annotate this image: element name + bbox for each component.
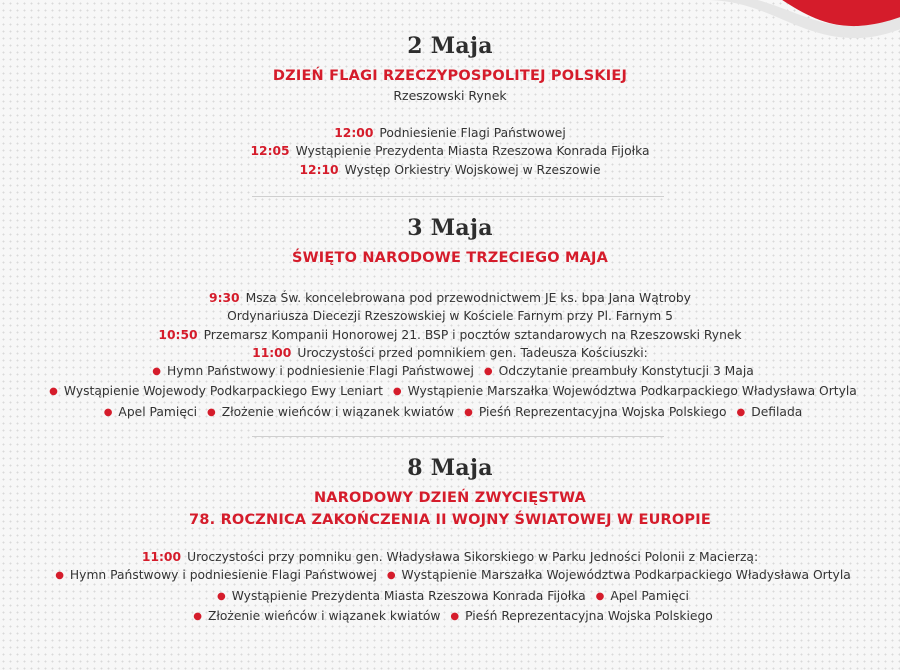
schedule-line — [0, 344, 900, 362]
section-may-2 — [0, 33, 900, 179]
bullet-item: Wystąpienie Prezydenta Miasta Rzeszowa Konrada Fijołka — [231, 588, 586, 603]
bullet-icon: ● — [152, 366, 161, 378]
bullet-line — [0, 587, 900, 607]
bullet-icon: ● — [392, 386, 402, 398]
time: 10:50 — [158, 327, 198, 342]
bullet-item: Defilada — [751, 404, 803, 419]
date-heading: 3 Maja — [407, 215, 493, 241]
section-may-3 — [0, 215, 900, 423]
event-title: NARODOWY DZIEŃ ZWYCIĘSTWA — [313, 490, 587, 506]
schedule-text: Wystąpienie Prezydenta Miasta Rzeszowa Konrada Fijołka — [295, 144, 650, 159]
bullet-icon: ● — [103, 406, 113, 418]
divider — [252, 196, 664, 197]
schedule-text: Msza Św. koncelebrowana pod przewodnictwem JE ks. bpa Jana Wątroby — [245, 291, 691, 305]
time: 9:30 — [209, 291, 240, 305]
venue: Rzeszowski Rynek — [393, 88, 507, 103]
bullet-icon: ● — [207, 406, 216, 418]
bullet-icon: ● — [49, 386, 58, 398]
schedule-text: Uroczystości przed pomnikiem gen. Tadeusza Kościuszki: — [297, 345, 648, 360]
schedule-line — [0, 307, 900, 325]
bullet-item: Wystąpienie Wojewody Podkarpackiego Ewy Leniart — [63, 384, 383, 399]
bullet-item: Złożenie wieńców i wiązanek kwiatów — [207, 608, 441, 623]
bullet-line — [0, 362, 900, 382]
section-may-8 — [0, 455, 900, 627]
time: 12:00 — [334, 126, 374, 140]
bullet-icon: ● — [386, 570, 396, 582]
bullet-item: Apel Pamięci — [118, 404, 198, 419]
schedule-line — [0, 142, 900, 160]
time: 12:05 — [250, 144, 290, 159]
event-subtitle: 78. ROCZNICA ZAKOŃCZENIA II WOJNY ŚWIATOWEJ W EUROPIE — [189, 512, 711, 528]
schedule-text: Uroczystości przy pomniku gen. Władysława Sikorskiego w Parku Jedności Polonii z Macierzą: — [187, 550, 759, 564]
bullet-item: Wystąpienie Marszałka Województwa Podkarpackiego Władysława Ortyla — [401, 568, 851, 583]
bullet-line — [0, 607, 900, 627]
schedule-text: Ordynariusza Diecezji Rzeszowskiej w Kościele Farnym przy Pl. Farnym 5 — [227, 309, 673, 324]
time: 11:00 — [141, 550, 182, 564]
bullet-icon: ● — [483, 366, 493, 378]
time: 12:10 — [299, 162, 339, 177]
schedule-text: Podniesienie Flagi Państwowej — [379, 126, 566, 140]
bullet-icon: ● — [193, 610, 202, 622]
bullet-item: Złożenie wieńców i wiązanek kwiatów — [221, 404, 455, 419]
bullet-item: Hymn Państwowy i podniesienie Flagi Państwowej — [69, 568, 377, 583]
bullet-item: Odczytanie preambuły Konstytucji 3 Maja — [498, 364, 754, 379]
bullet-item: Pieśń Reprezentacyjna Wojska Polskiego — [478, 404, 727, 419]
event-title: DZIEŃ FLAGI RZECZYPOSPOLITEJ POLSKIEJ — [272, 68, 628, 84]
bullet-item: Wystąpienie Marszałka Województwa Podkarpackiego Władysława Ortyla — [407, 384, 857, 399]
schedule-line — [0, 326, 900, 344]
schedule-line — [0, 548, 900, 566]
bullet-item: Pieśń Reprezentacyjna Wojska Polskiego — [465, 608, 713, 623]
event-title: ŚWIĘTO NARODOWE TRZECIEGO MAJA — [291, 250, 609, 266]
bullet-icon: ● — [464, 406, 473, 418]
schedule-line — [0, 161, 900, 179]
bullet-icon: ● — [55, 570, 64, 582]
schedule-text: Występ Orkiestry Wojskowej w Rzeszowie — [344, 162, 601, 177]
bullet-item: Hymn Państwowy i podniesienie Flagi Państwowej — [166, 364, 474, 379]
date-heading: 8 Maja — [407, 455, 493, 481]
bullet-icon: ● — [595, 590, 605, 602]
bullet-icon: ● — [736, 406, 746, 418]
schedule-line — [0, 289, 900, 307]
bullet-icon: ● — [217, 590, 226, 602]
time: 11:00 — [252, 345, 292, 360]
divider — [252, 436, 664, 437]
bullet-line — [0, 566, 900, 586]
schedule-line — [0, 124, 900, 142]
bullet-icon: ● — [450, 610, 460, 622]
date-heading: 2 Maja — [407, 33, 493, 59]
bullet-line — [0, 403, 900, 423]
schedule-text: Przemarsz Kompanii Honorowej 21. BSP i pocztów sztandarowych na Rzeszowski Rynek — [203, 327, 742, 342]
bullet-line — [0, 382, 900, 402]
bullet-item: Apel Pamięci — [610, 588, 689, 603]
